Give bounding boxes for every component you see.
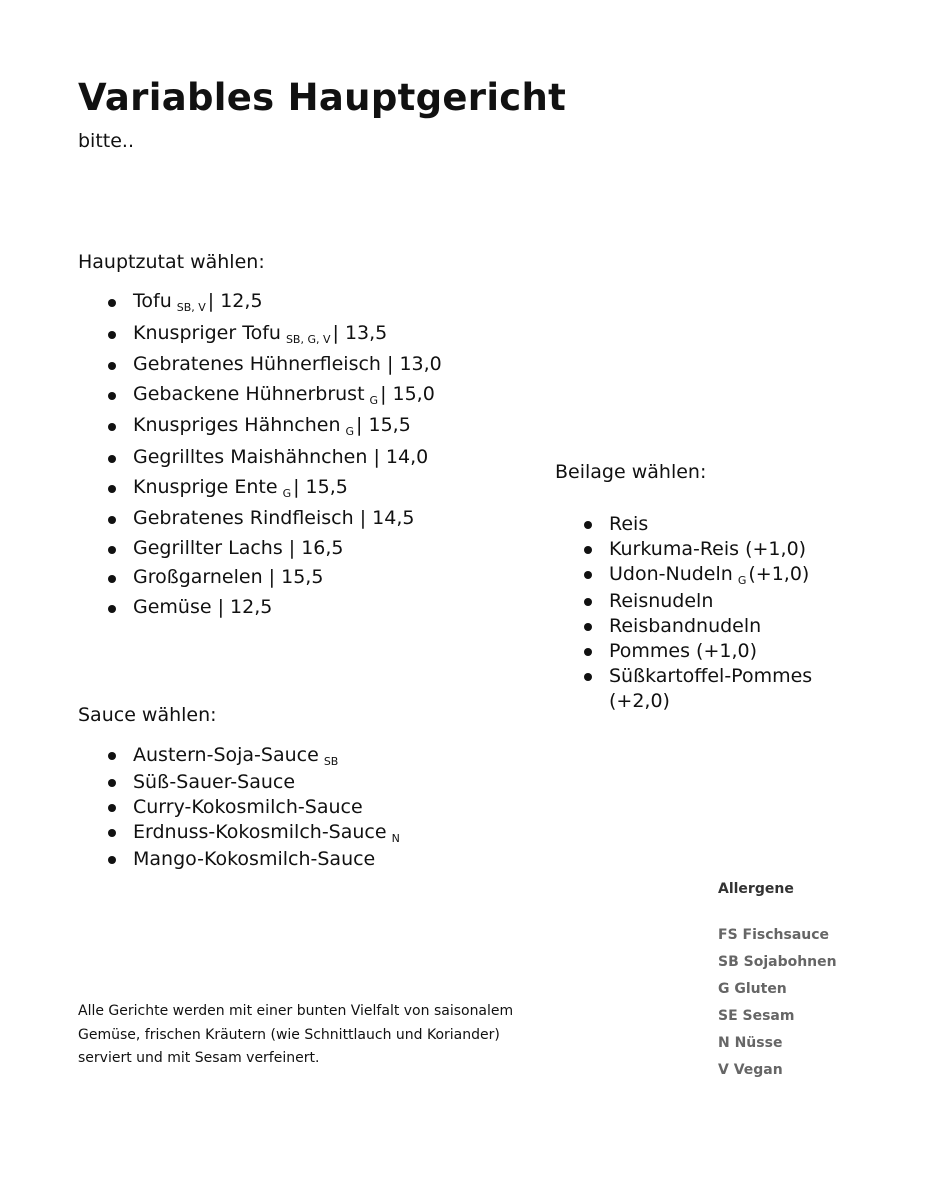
item-surcharge: (+1,0) bbox=[748, 563, 810, 585]
item-price: | 15,0 bbox=[380, 382, 435, 405]
item-price: | 14,0 bbox=[367, 445, 429, 468]
page-subtitle: bitte.. bbox=[78, 130, 135, 152]
list-item bbox=[583, 639, 839, 664]
list-item bbox=[583, 512, 839, 537]
main-ingredient-heading: Hauptzutat wählen: bbox=[78, 251, 265, 273]
item-name: Reisnudeln bbox=[609, 590, 714, 612]
list-item bbox=[583, 664, 839, 714]
item-price: | 15,5 bbox=[262, 566, 324, 589]
list-item bbox=[107, 563, 442, 593]
side-dish-list bbox=[583, 512, 839, 714]
allergen-legend-item: G Gluten bbox=[718, 981, 787, 997]
list-item bbox=[107, 287, 442, 319]
allergen-code: G bbox=[282, 486, 292, 500]
item-surcharge: (+1,0) bbox=[739, 538, 807, 560]
item-name: Knuspriger Tofu bbox=[133, 321, 281, 344]
list-item bbox=[107, 411, 442, 443]
sauce-list bbox=[107, 743, 402, 872]
allergen-legend-item: N Nüsse bbox=[718, 1035, 783, 1051]
item-name: Gegrillter Lachs bbox=[133, 536, 283, 559]
item-name: Knuspriges Hähnchen bbox=[133, 414, 341, 437]
item-price: | 15,5 bbox=[356, 414, 411, 437]
item-name: Curry-Kokosmilch-Sauce bbox=[133, 796, 363, 818]
item-name: Gebratenes Hühnerfleisch bbox=[133, 353, 381, 376]
item-name: Reisbandnudeln bbox=[609, 615, 762, 637]
allergen-code: SB, G, V bbox=[285, 332, 331, 346]
list-item bbox=[107, 504, 442, 534]
list-item bbox=[107, 743, 402, 770]
list-item bbox=[107, 350, 442, 380]
side-dish-heading: Beilage wählen: bbox=[555, 461, 707, 483]
page-title: Variables Hauptgericht bbox=[78, 76, 567, 119]
item-name: Mango-Kokosmilch-Sauce bbox=[133, 848, 376, 870]
item-name: Großgarnelen bbox=[133, 566, 263, 589]
item-price: | 14,5 bbox=[353, 507, 415, 530]
footnote: Alle Gerichte werden mit einer bunten Vielfalt von saisonalem Gemüse, frischen Kräutern (wie Schnittlauch und Koriander) serviert und mit Sesam verfeinert. bbox=[78, 1003, 514, 1066]
allergen-legend-item: SE Sesam bbox=[718, 1008, 795, 1024]
list-item bbox=[107, 534, 442, 564]
allergen-legend-item: V Vegan bbox=[718, 1062, 783, 1078]
list-item bbox=[107, 380, 442, 412]
list-item bbox=[107, 770, 402, 795]
item-price: | 13,0 bbox=[380, 353, 442, 376]
item-surcharge: (+1,0) bbox=[690, 640, 758, 662]
list-item bbox=[107, 847, 402, 872]
list-item bbox=[107, 319, 442, 351]
list-item bbox=[583, 589, 839, 614]
item-name: Gemüse bbox=[133, 595, 212, 618]
allergen-code: G bbox=[369, 393, 379, 407]
allergen-code: G bbox=[345, 425, 355, 439]
list-item bbox=[583, 562, 839, 589]
allergen-code: SB, V bbox=[176, 301, 206, 314]
list-item bbox=[107, 795, 402, 820]
item-name: Kurkuma-Reis bbox=[609, 538, 740, 560]
item-name: Pommes bbox=[609, 640, 691, 662]
list-item bbox=[107, 443, 442, 473]
main-ingredient-list bbox=[107, 287, 442, 623]
item-name: Gebackene Hühnerbrust bbox=[133, 382, 365, 405]
item-price: | 15,5 bbox=[293, 475, 348, 498]
item-name: Reis bbox=[609, 513, 649, 535]
list-item bbox=[583, 614, 839, 639]
item-name: Gebratenes Rindfleisch bbox=[133, 507, 354, 530]
allergen-legend-item: SB Sojabohnen bbox=[718, 954, 837, 970]
item-price: | 12,5 bbox=[211, 595, 273, 618]
allergen-code: G bbox=[737, 574, 747, 587]
allergen-code: N bbox=[391, 832, 400, 845]
item-name: Süß-Sauer-Sauce bbox=[133, 771, 296, 793]
item-name: Tofu bbox=[133, 290, 172, 312]
list-item bbox=[107, 820, 402, 847]
item-surcharge: (+2,0) bbox=[609, 690, 670, 712]
allergen-legend bbox=[718, 922, 837, 1084]
allergen-code: SB bbox=[323, 755, 339, 768]
item-name: Udon-Nudeln bbox=[609, 563, 733, 585]
sauce-heading: Sauce wählen: bbox=[78, 704, 217, 726]
item-name: Erdnuss-Kokosmilch-Sauce bbox=[133, 821, 387, 843]
item-price: | 13,5 bbox=[332, 321, 388, 344]
list-item bbox=[107, 473, 442, 505]
item-name: Knusprige Ente bbox=[133, 475, 278, 498]
item-price: | 16,5 bbox=[282, 536, 344, 559]
item-price: | 12,5 bbox=[207, 290, 263, 312]
item-name: Gegrilltes Maishähnchen bbox=[133, 445, 368, 468]
item-name: Süßkartoffel-Pommes bbox=[609, 665, 813, 687]
allergen-legend-item: FS Fischsauce bbox=[718, 927, 830, 943]
list-item bbox=[107, 593, 442, 623]
allergen-legend-title: Allergene bbox=[718, 881, 794, 897]
item-name: Austern-Soja-Sauce bbox=[133, 744, 319, 766]
list-item bbox=[583, 537, 839, 562]
